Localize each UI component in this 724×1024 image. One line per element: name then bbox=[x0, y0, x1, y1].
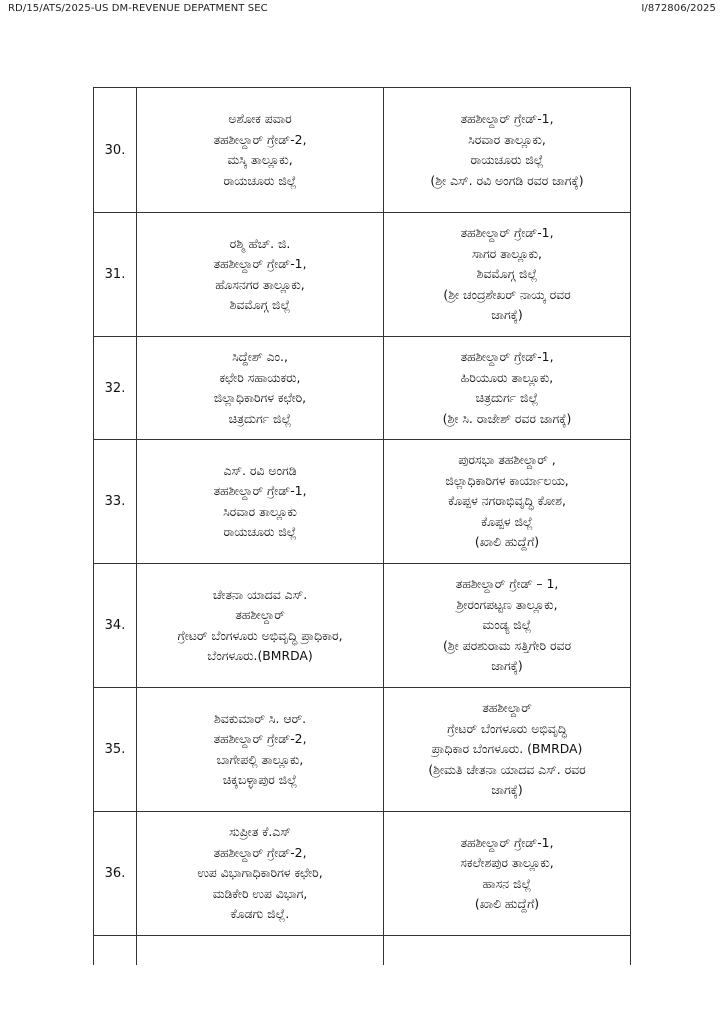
current-posting-line: ಗ್ರೇಟರ್ ಬೆಂಗಳೂರು ಅಭಿವೃದ್ಧಿ ಪ್ರಾಧಿಕಾರ, bbox=[177, 627, 343, 643]
new-posting-line: ಸಕಲೇಶಪುರ ತಾಲ್ಲೂಕು, bbox=[460, 855, 554, 870]
current-posting-line: ಸುಪ್ರೀತ ಕೆ.ಎಸ್ bbox=[229, 824, 291, 840]
current-posting-line: ರಾಯಚೂರು ಜಿಲ್ಲೆ bbox=[223, 524, 297, 539]
serial-number: 31. bbox=[94, 213, 137, 337]
current-posting-line: ಚಿತ್ರದುರ್ಗ ಜಿಲ್ಲೆ bbox=[228, 410, 292, 426]
new-posting-line: (ಖಾಲಿ ಹುದ್ದೆಗೆ) bbox=[474, 534, 540, 550]
current-posting-line: ಸಿರವಾರ ತಾಲ್ಲೂಕು bbox=[223, 503, 297, 519]
new-posting-line: ಹಾಸನ ಜಿಲ್ಲೆ bbox=[482, 875, 532, 891]
current-posting-line: ಶಿವಕುಮಾರ್ ಸಿ. ಆರ್. bbox=[213, 710, 307, 726]
new-posting-line: ಪ್ರಾಧಿಕಾರ ಬೆಂಗಳೂರು. (BMRDA) bbox=[431, 741, 583, 757]
transfer-order-table bbox=[93, 87, 631, 965]
new-posting-line: (ಖಾಲಿ ಹುದ್ದೆಗೆ) bbox=[474, 896, 540, 911]
new-posting-line: ತಹಶೀಲ್ದಾರ್ ಗ್ರೇಡ್-1, bbox=[460, 111, 554, 126]
current-posting-line: ಅಶೋಕ ಪವಾರ bbox=[228, 111, 292, 126]
current-posting-cell bbox=[137, 88, 384, 213]
new-posting-cell bbox=[384, 440, 631, 564]
new-posting-line: ತಹಶೀಲ್ದಾರ್ ಗ್ರೇಡ್-1, bbox=[460, 834, 554, 850]
serial-number: 30. bbox=[94, 88, 137, 213]
current-posting-line: ಚೇತನಾ ಯಾದವ ಎಸ್. bbox=[212, 586, 308, 602]
current-posting-line: ಮಡಿಕೇರಿ ಉಪ ವಿಭಾಗ, bbox=[212, 885, 308, 901]
new-posting-cell bbox=[384, 337, 631, 440]
new-posting-line: ಶ್ರೀರಂಗಪಟ್ಟಣ ತಾಲ್ಲೂಕು, bbox=[456, 596, 558, 612]
new-posting-line: ರಾಯಚೂರು ಜಿಲ್ಲೆ bbox=[470, 152, 544, 167]
current-posting-line: ಉಪ ವಿಭಾಗಾಧಿಕಾರಿಗಳ ಕಛೇರಿ, bbox=[197, 865, 323, 881]
table-row bbox=[94, 337, 631, 440]
current-posting-line: ಶಿವಮೊಗ್ಗ ಜಿಲ್ಲೆ bbox=[229, 297, 291, 312]
current-posting-line: ಚಿಕ್ಕಬಳ್ಳಾಪುರ ಜಿಲ್ಲೆ bbox=[222, 772, 298, 787]
new-posting-line: ಜಾಗಕ್ಕೆ) bbox=[491, 782, 523, 798]
new-posting-line: ಜಿಲ್ಲಾಧಿಕಾರಿಗಳ ಕಾರ್ಯಾಲಯ, bbox=[445, 472, 569, 488]
current-posting-cell bbox=[137, 564, 384, 688]
current-posting-line: ಬೆಂಗಳೂರು.(BMRDA) bbox=[207, 648, 313, 663]
serial-number: 33. bbox=[94, 440, 137, 564]
serial-number: 32. bbox=[94, 337, 137, 440]
new-posting-cell bbox=[384, 88, 631, 213]
new-posting-line: ಚಿತ್ರದುರ್ಗ ಜಿಲ್ಲೆ bbox=[475, 390, 539, 405]
new-posting-line: ಕೊಪ್ಪಳ ನಗರಾಭಿವೃದ್ಧಿ ಕೋಶ, bbox=[448, 493, 566, 509]
table-row bbox=[94, 564, 631, 688]
current-posting-line: ಮಸ್ಕಿ ತಾಲ್ಲೂಕು, bbox=[227, 152, 293, 167]
new-posting-line: ಜಾಗಕ್ಕೆ) bbox=[491, 307, 523, 323]
document-receipt-number: I/872806/2025 bbox=[641, 3, 716, 14]
serial-number: 34. bbox=[94, 564, 137, 688]
new-posting-line: (ಶ್ರೀ ಚಂದ್ರಶೇಖರ್ ನಾಯ್ಕ ರವರ bbox=[443, 286, 571, 302]
current-posting-cell bbox=[137, 440, 384, 564]
new-posting-line: ಕೊಪ್ಪಳ ಜಿಲ್ಲೆ bbox=[481, 513, 533, 529]
new-posting-line: ತಹಶೀಲ್ದಾರ್ ಗ್ರೇಡ್ – 1, bbox=[455, 576, 559, 592]
table-row bbox=[94, 440, 631, 564]
new-posting-line: ತಹಶೀಲ್ದಾರ್ ಗ್ರೇಡ್-1, bbox=[460, 225, 554, 241]
current-posting-line: ರಾಯಚೂರು ಜಿಲ್ಲೆ bbox=[223, 172, 297, 188]
new-posting-line: ಹಿರಿಯೂರು ತಾಲ್ಲೂಕು, bbox=[460, 369, 554, 385]
current-posting-line: ಬಾಗೇಪಲ್ಲಿ ತಾಲ್ಲೂಕು, bbox=[216, 751, 304, 767]
current-posting-line: ಕಛೇರಿ ಸಹಾಯಕರು, bbox=[219, 369, 301, 385]
table-row bbox=[94, 688, 631, 812]
current-posting-line: ರಶ್ಮಿ ಹೆಚ್. ಜಿ. bbox=[229, 235, 291, 251]
current-posting-line: ಜಿಲ್ಲಾಧಿಕಾರಿಗಳ ಕಛೇರಿ, bbox=[213, 390, 307, 405]
new-posting-line: ಮಂಡ್ಯ ಜಿಲ್ಲೆ bbox=[482, 617, 532, 633]
new-posting-line: ತಹಶೀಲ್ದಾರ್ bbox=[482, 700, 532, 716]
current-posting-line: ತಹಶೀಲ್ದಾರ್ ಗ್ರೇಡ್-2, bbox=[213, 731, 307, 746]
new-posting-line: ಪುರಸಭಾ ತಹಶೀಲ್ದಾರ್ , bbox=[458, 452, 556, 468]
new-posting-line: ತಹಶೀಲ್ದಾರ್ ಗ್ರೇಡ್-1, bbox=[460, 349, 554, 364]
current-posting-cell bbox=[137, 812, 384, 936]
new-posting-line: (ಶ್ರೀಮತಿ ಚೇತನಾ ಯಾದವ ಎಸ್. ರವರ bbox=[428, 761, 586, 777]
new-posting-line: ಗ್ರೇಟರ್ ಬೆಂಗಳೂರು ಅಭಿವೃದ್ಧಿ bbox=[447, 720, 567, 736]
new-posting-line: (ಶ್ರೀ ಸಿ. ರಾಜೇಶ್ ರವರ ಜಾಗಕ್ಕೆ) bbox=[442, 410, 572, 426]
new-posting-line: ಶಿವಮೊಗ್ಗ ಜಿಲ್ಲೆ bbox=[476, 266, 538, 282]
new-posting-line: ಸಾಗರ ತಾಲ್ಲೂಕು, bbox=[472, 245, 542, 261]
new-posting-line: (ಶ್ರೀ ಎಸ್. ರವಿ ಅಂಗಡಿ ರವರ ಜಾಗಕ್ಕೆ) bbox=[430, 172, 584, 188]
current-posting-line: ತಹಶೀಲ್ದಾರ್ bbox=[235, 607, 285, 622]
current-posting-line: ತಹಶೀಲ್ದಾರ್ ಗ್ರೇಡ್-2, bbox=[213, 844, 307, 860]
new-posting-line: ಜಾಗಕ್ಕೆ) bbox=[491, 658, 523, 674]
serial-number: 35. bbox=[94, 688, 137, 812]
new-posting-line: (ಶ್ರೀ ಪರಶುರಾಮ ಸತ್ತಿಗೇರಿ ರವರ bbox=[442, 637, 572, 653]
new-posting-cell bbox=[384, 213, 631, 337]
new-posting-cell bbox=[384, 564, 631, 688]
table-row bbox=[94, 213, 631, 337]
serial-number: 36. bbox=[94, 812, 137, 936]
current-posting-line: ಕೊಡಗು ಜಿಲ್ಲೆ. bbox=[230, 906, 290, 922]
table-continuation-row bbox=[94, 936, 631, 965]
new-posting-line: ಸಿರವಾರ ತಾಲ್ಲೂಕು, bbox=[468, 131, 546, 147]
new-posting-cell bbox=[384, 688, 631, 812]
current-posting-cell bbox=[137, 213, 384, 337]
current-posting-line: ಹೊಸನಗರ ತಾಲ್ಲೂಕು, bbox=[215, 276, 305, 292]
table-row bbox=[94, 88, 631, 213]
new-posting-cell bbox=[384, 812, 631, 936]
document-reference-code: RD/15/ATS/2025-US DM-REVENUE DEPATMENT SEC bbox=[8, 3, 268, 14]
current-posting-line: ತಹಶೀಲ್ದಾರ್ ಗ್ರೇಡ್-1, bbox=[213, 256, 307, 271]
current-posting-cell bbox=[137, 337, 384, 440]
current-posting-line: ಸಿದ್ದೇಶ್ ಎಂ., bbox=[232, 349, 288, 364]
current-posting-line: ಎಸ್. ರವಿ ಅಂಗಡಿ bbox=[223, 462, 297, 478]
current-posting-line: ತಹಶೀಲ್ದಾರ್ ಗ್ರೇಡ್-2, bbox=[213, 131, 307, 147]
current-posting-line: ತಹಶೀಲ್ದಾರ್ ಗ್ರೇಡ್-1, bbox=[213, 483, 307, 498]
table-row bbox=[94, 812, 631, 936]
current-posting-cell bbox=[137, 688, 384, 812]
